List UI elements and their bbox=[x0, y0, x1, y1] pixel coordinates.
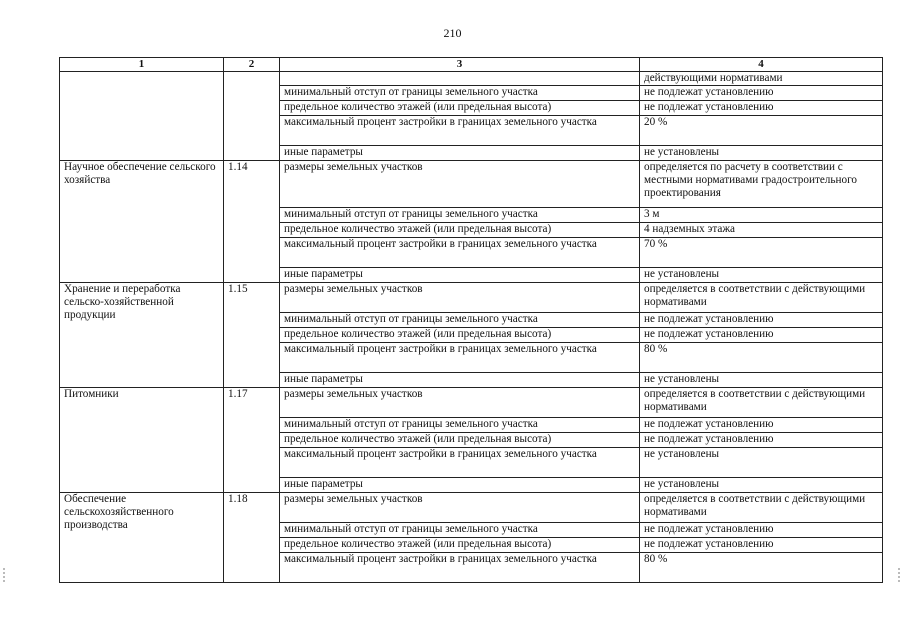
parameter-value: определяется в соответствии с действующими нормативами bbox=[640, 493, 883, 523]
parameter-value: не подлежат установлению bbox=[640, 101, 883, 116]
parameter-name: предельное количество этажей (или предельная высота) bbox=[280, 538, 640, 553]
parameter-name bbox=[280, 72, 640, 86]
parameter-name: максимальный процент застройки в границах земельного участка bbox=[280, 553, 640, 583]
parameter-value: не установлены bbox=[640, 478, 883, 493]
use-type-name: Хранение и переработка сельско-хозяйственной продукции bbox=[60, 283, 224, 388]
parameter-value: 4 надземных этажа bbox=[640, 223, 883, 238]
column-header-2: 2 bbox=[224, 58, 280, 72]
parameter-name: максимальный процент застройки в границах земельного участка bbox=[280, 238, 640, 268]
use-type-name: Питомники bbox=[60, 388, 224, 493]
parameter-name: размеры земельных участков bbox=[280, 493, 640, 523]
parameter-name: минимальный отступ от границы земельного участка bbox=[280, 86, 640, 101]
table-body bbox=[60, 72, 883, 583]
table-row bbox=[60, 283, 883, 313]
table-row bbox=[60, 72, 883, 86]
parameter-name: предельное количество этажей (или предельная высота) bbox=[280, 433, 640, 448]
parameter-value: 70 % bbox=[640, 238, 883, 268]
parameter-name: минимальный отступ от границы земельного участка bbox=[280, 523, 640, 538]
table-row bbox=[60, 388, 883, 418]
parameter-value: не подлежат установлению bbox=[640, 86, 883, 101]
parameter-value: определяется в соответствии с действующими нормативами bbox=[640, 283, 883, 313]
use-type-code: 1.15 bbox=[224, 283, 280, 388]
column-header-4: 4 bbox=[640, 58, 883, 72]
parameter-name: размеры земельных участков bbox=[280, 388, 640, 418]
table-row bbox=[60, 493, 883, 523]
parameter-name: максимальный процент застройки в границах земельного участка bbox=[280, 343, 640, 373]
parameter-value: не подлежат установлению bbox=[640, 313, 883, 328]
parameter-name: минимальный отступ от границы земельного участка bbox=[280, 313, 640, 328]
use-type-code bbox=[224, 72, 280, 161]
parameter-value: 80 % bbox=[640, 343, 883, 373]
parameter-name: минимальный отступ от границы земельного участка bbox=[280, 208, 640, 223]
parameter-value: 20 % bbox=[640, 116, 883, 146]
scan-artifact bbox=[3, 568, 5, 582]
page-number: 210 bbox=[443, 26, 462, 40]
parameter-value: не подлежат установлению bbox=[640, 523, 883, 538]
parameter-value: не установлены bbox=[640, 448, 883, 478]
parameter-value: 3 м bbox=[640, 208, 883, 223]
use-type-code: 1.18 bbox=[224, 493, 280, 583]
use-type-name bbox=[60, 72, 224, 161]
parameter-name: размеры земельных участков bbox=[280, 161, 640, 208]
parameter-name: предельное количество этажей (или предельная высота) bbox=[280, 328, 640, 343]
scan-artifact bbox=[898, 568, 900, 582]
header-row bbox=[60, 58, 883, 72]
parameter-value: не подлежат установлению bbox=[640, 538, 883, 553]
parameter-value: определяется в соответствии с действующими нормативами bbox=[640, 388, 883, 418]
parameter-name: иные параметры bbox=[280, 268, 640, 283]
parameter-name: предельное количество этажей (или предельная высота) bbox=[280, 223, 640, 238]
parameter-value: не подлежат установлению bbox=[640, 328, 883, 343]
parameter-value: действующими нормативами bbox=[640, 72, 883, 86]
table-row bbox=[60, 161, 883, 208]
column-header-1: 1 bbox=[60, 58, 224, 72]
use-type-code: 1.14 bbox=[224, 161, 280, 283]
parameter-name: иные параметры bbox=[280, 146, 640, 161]
parameter-name: размеры земельных участков bbox=[280, 283, 640, 313]
parameter-name: предельное количество этажей (или предельная высота) bbox=[280, 101, 640, 116]
column-header-3: 3 bbox=[280, 58, 640, 72]
use-type-name: Научное обеспечение сельского хозяйства bbox=[60, 161, 224, 283]
parameter-value: не установлены bbox=[640, 373, 883, 388]
parameter-value: определяется по расчету в соответствии с местными нормативами градостроительного проектирования bbox=[640, 161, 883, 208]
parameter-name: иные параметры bbox=[280, 478, 640, 493]
parameter-value: не подлежат установлению bbox=[640, 433, 883, 448]
regulations-table bbox=[59, 57, 883, 583]
parameter-value: не установлены bbox=[640, 268, 883, 283]
use-type-code: 1.17 bbox=[224, 388, 280, 493]
parameter-value: 80 % bbox=[640, 553, 883, 583]
parameter-value: не установлены bbox=[640, 146, 883, 161]
parameter-name: иные параметры bbox=[280, 373, 640, 388]
parameter-name: максимальный процент застройки в границах земельного участка bbox=[280, 448, 640, 478]
parameter-name: минимальный отступ от границы земельного участка bbox=[280, 418, 640, 433]
parameter-value: не подлежат установлению bbox=[640, 418, 883, 433]
parameter-name: максимальный процент застройки в границах земельного участка bbox=[280, 116, 640, 146]
use-type-name: Обеспечение сельскохозяйственного производства bbox=[60, 493, 224, 583]
